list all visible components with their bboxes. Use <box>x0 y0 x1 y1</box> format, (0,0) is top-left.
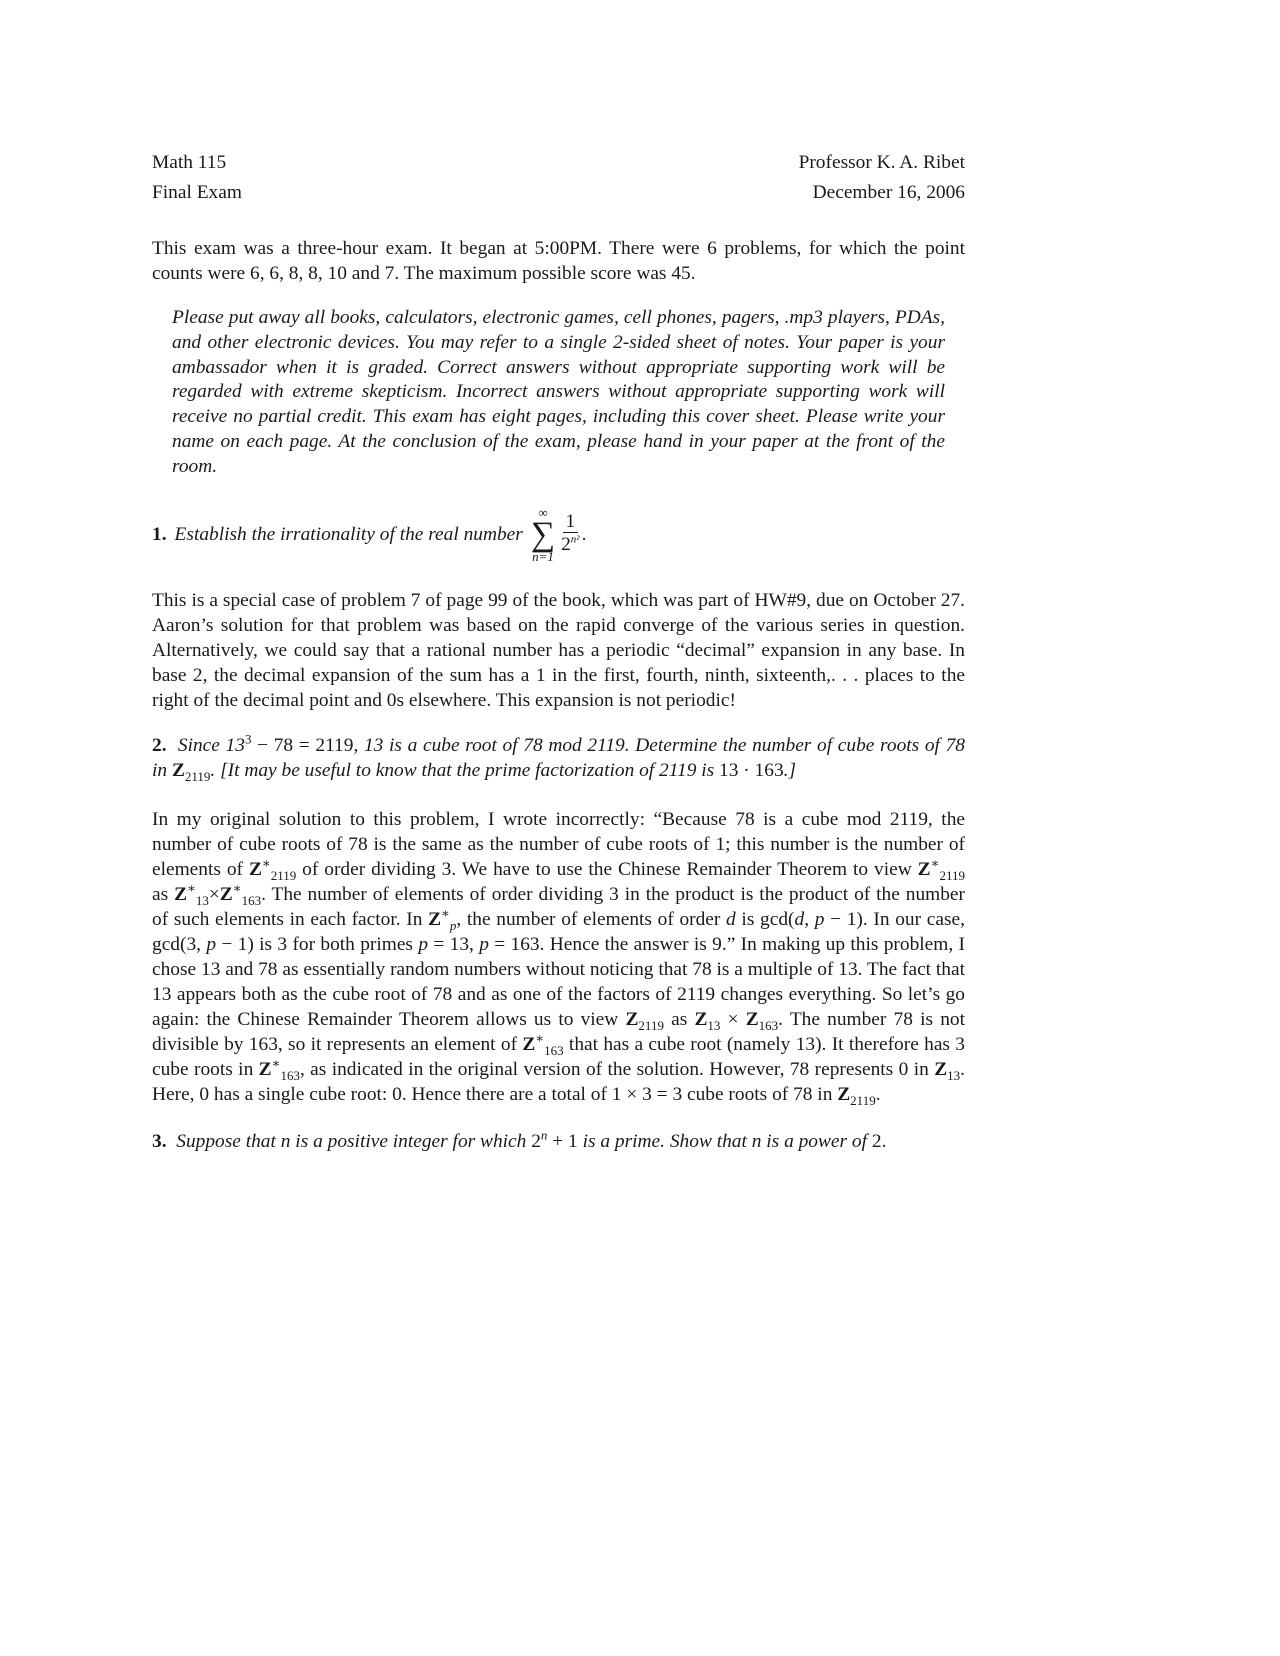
subscript-163: 163 <box>280 1067 300 1083</box>
integers-symbol: Z <box>837 1083 851 1105</box>
sol2-text: = 13, <box>428 933 480 955</box>
sol2-text: that has a cube root (namely 13). It therefore has 3 cube roots in <box>152 1033 965 1080</box>
fraction <box>561 512 580 557</box>
var-p: p <box>206 933 217 955</box>
sol2-text: . The number 78 is not divisible by 163, so it represents an element of <box>152 1008 965 1055</box>
sol2-text: . <box>875 1083 881 1105</box>
period: . <box>581 524 587 546</box>
integers-symbol: Z <box>522 1033 536 1055</box>
sol2-text: is gcd( <box>735 908 795 930</box>
base-2: 2 <box>531 1130 541 1152</box>
problem-3-text: is a power of <box>761 1130 872 1152</box>
subscript-2119: 2119 <box>270 867 297 883</box>
sol2-text: , the number of elements of order <box>456 908 727 930</box>
times-symbol: × <box>208 883 220 905</box>
exam-title: Final Exam <box>152 182 242 203</box>
instructions-paragraph: Please put away all books, calculators, electronic games, cell phones, pagers, .mp3 players, PDAs, and other electronic devices. You may refer to a single 2-sided sheet of notes. Your paper is your ambassador when it is graded. Correct answers without appropriate supporting work will be regarded with extreme skepticism. Incorrect answers without appropriate supporting work will receive no partial credit. This exam has eight pages, including this cover sheet. Please write your name on each page. At the conclusion of the exam, please hand in your paper at the front of the room. <box>172 307 945 477</box>
integers-symbol: Z <box>625 1008 639 1030</box>
sol2-text: as <box>663 1008 695 1030</box>
sol2-text: . Here, 0 has a single cube root: 0. Hence there are a total of 1 × 3 = 3 cube roots of 78 in <box>152 1058 965 1105</box>
professor-name: Professor K. A. Ribet <box>798 152 965 173</box>
integers-symbol: Z <box>219 883 233 905</box>
problem-2-hint-end: .] <box>783 759 797 781</box>
sol2-text: , as indicated in the original version of the solution. However, 78 represents 0 in <box>299 1058 935 1080</box>
fraction-denominator <box>561 533 580 557</box>
sol2-text: as <box>152 883 175 905</box>
star-symbol: ∗ <box>535 1030 545 1046</box>
star-symbol: ∗ <box>930 855 940 871</box>
sol2-text: , <box>804 908 815 930</box>
subscript-2119: 2119 <box>184 768 211 784</box>
subscript-2119: 2119 <box>850 1092 876 1108</box>
integers-symbol: Z <box>917 858 931 880</box>
header <box>152 148 965 208</box>
integers-symbol: Z <box>934 1058 948 1080</box>
integers-symbol: Z <box>171 759 185 781</box>
integers-symbol: Z <box>694 1008 708 1030</box>
integers-symbol: Z <box>248 858 262 880</box>
exam-page <box>152 148 965 1154</box>
integers-symbol: Z <box>258 1058 272 1080</box>
exam-date: December 16, 2006 <box>812 182 965 203</box>
var-d: d <box>726 908 736 930</box>
star-symbol: ∗ <box>441 905 450 921</box>
sol2-text: × <box>720 1008 746 1030</box>
sol2-text: − 1). In our case, gcd(3, <box>152 908 965 955</box>
var-n: n <box>280 1130 291 1152</box>
subscript-163: 163 <box>241 892 262 908</box>
var-n: n <box>751 1130 762 1152</box>
sol2-text: − 1) is 3 for both primes <box>216 933 419 955</box>
star-symbol: ∗ <box>271 1055 281 1071</box>
problem-3-number: 3. <box>152 1130 167 1152</box>
exponent-3: 3 <box>244 731 252 747</box>
exponent-n: n <box>540 1127 548 1143</box>
solution-1: This is a special case of problem 7 of page 99 of the book, which was part of HW#9, due on October 27. Aaron’s solution for that problem was based on the rapid converge of the various series in question. Alternatively, we could say that a rational number has a periodic “decimal” expansion in any base. In base 2, the decimal expansion of the sum has a 1 in the first, fourth, ninth, sixteenth,. . . places to the right of the decimal point and 0s elsewhere. This expansion is not periodic! <box>152 589 965 711</box>
star-symbol: ∗ <box>261 855 271 871</box>
problem-3-end: 2. <box>871 1130 887 1152</box>
subscript-13: 13 <box>707 1017 721 1033</box>
problem-1-statement: Establish the irrationality of the real number <box>174 524 523 546</box>
integers-symbol: Z <box>745 1008 759 1030</box>
problem-3-text: is a prime. Show that <box>582 1130 752 1152</box>
subscript-13: 13 <box>195 892 209 908</box>
integers-symbol: Z <box>428 908 442 930</box>
subscript-p: p <box>449 917 457 933</box>
problem-1-number: 1. <box>152 524 167 546</box>
problem-2-factorization: 13 · 163 <box>719 759 784 781</box>
star-symbol: ∗ <box>187 880 196 896</box>
course-title: Math 115 <box>152 152 227 173</box>
problem-2-statement: 13 is a cube root of 78 mod 2119. Determine the number of cube roots of 78 in <box>152 734 966 781</box>
problem-3 <box>152 1129 965 1154</box>
star-symbol: ∗ <box>232 880 242 896</box>
sum-lower-limit: n=1 <box>532 548 554 564</box>
sol2-text: In my original solution to this problem, I wrote incorrectly: “Because 78 is a cube mod 2119, the number of cube roots of 78 is the same as the number of cube roots of 1; this number is the number of elements of <box>152 808 965 880</box>
subscript-13: 13 <box>947 1067 961 1083</box>
subscript-2119: 2119 <box>939 867 965 883</box>
problem-2-number: 2. <box>152 734 167 756</box>
problem-2-since: Since 13 <box>177 734 245 756</box>
problem-2 <box>152 733 965 783</box>
problem-3-text: Suppose that <box>176 1130 281 1152</box>
subscript-163: 163 <box>544 1042 564 1058</box>
problem-2-equation: − 78 = 2119, <box>251 734 364 756</box>
sol2-text: . The number of elements of order dividing 3 in the product is the product of the number of such elements in each factor. In <box>152 883 965 930</box>
solution-2 <box>152 807 965 1107</box>
sol2-text: of order dividing 3. We have to use the Chinese Remainder Theorem to view <box>296 858 918 880</box>
problem-1 <box>152 506 965 564</box>
problem-2-hint: . [It may be useful to know that the prime factorization of 2119 is <box>210 759 720 781</box>
sol2-text: = 163. Hence the answer is 9.” In making up this problem, I chose 13 and 78 as essentially random numbers without noticing that 78 is a multiple of 13. The fact that 13 appears both as the cube root of 78 and as one of the factors of 2119 changes everything. So let’s go again: the Chinese Remainder Theorem allows us to view <box>152 933 965 1030</box>
intro-paragraph: This exam was a three-hour exam. It began at 5:00PM. There were 6 problems, for which the point counts were 6, 6, 8, 8, 10 and 7. The maximum possible score was 45. <box>152 238 965 284</box>
sigma-icon: ∑ <box>530 515 556 553</box>
denominator-exponent: n² <box>570 533 580 546</box>
var-d: d <box>794 908 805 930</box>
plus-one: + 1 <box>547 1130 583 1152</box>
fraction-numerator: 1 <box>563 512 579 533</box>
var-p: p <box>814 908 825 930</box>
problem-3-text: is a positive integer for which <box>290 1130 532 1152</box>
subscript-163: 163 <box>758 1017 779 1033</box>
summation <box>531 506 555 564</box>
var-p: p <box>479 933 489 955</box>
var-p: p <box>418 933 429 955</box>
denominator-base: 2 <box>561 534 571 556</box>
subscript-2119: 2119 <box>638 1017 664 1033</box>
sum-upper-limit: ∞ <box>538 504 548 520</box>
integers-symbol: Z <box>174 883 188 905</box>
